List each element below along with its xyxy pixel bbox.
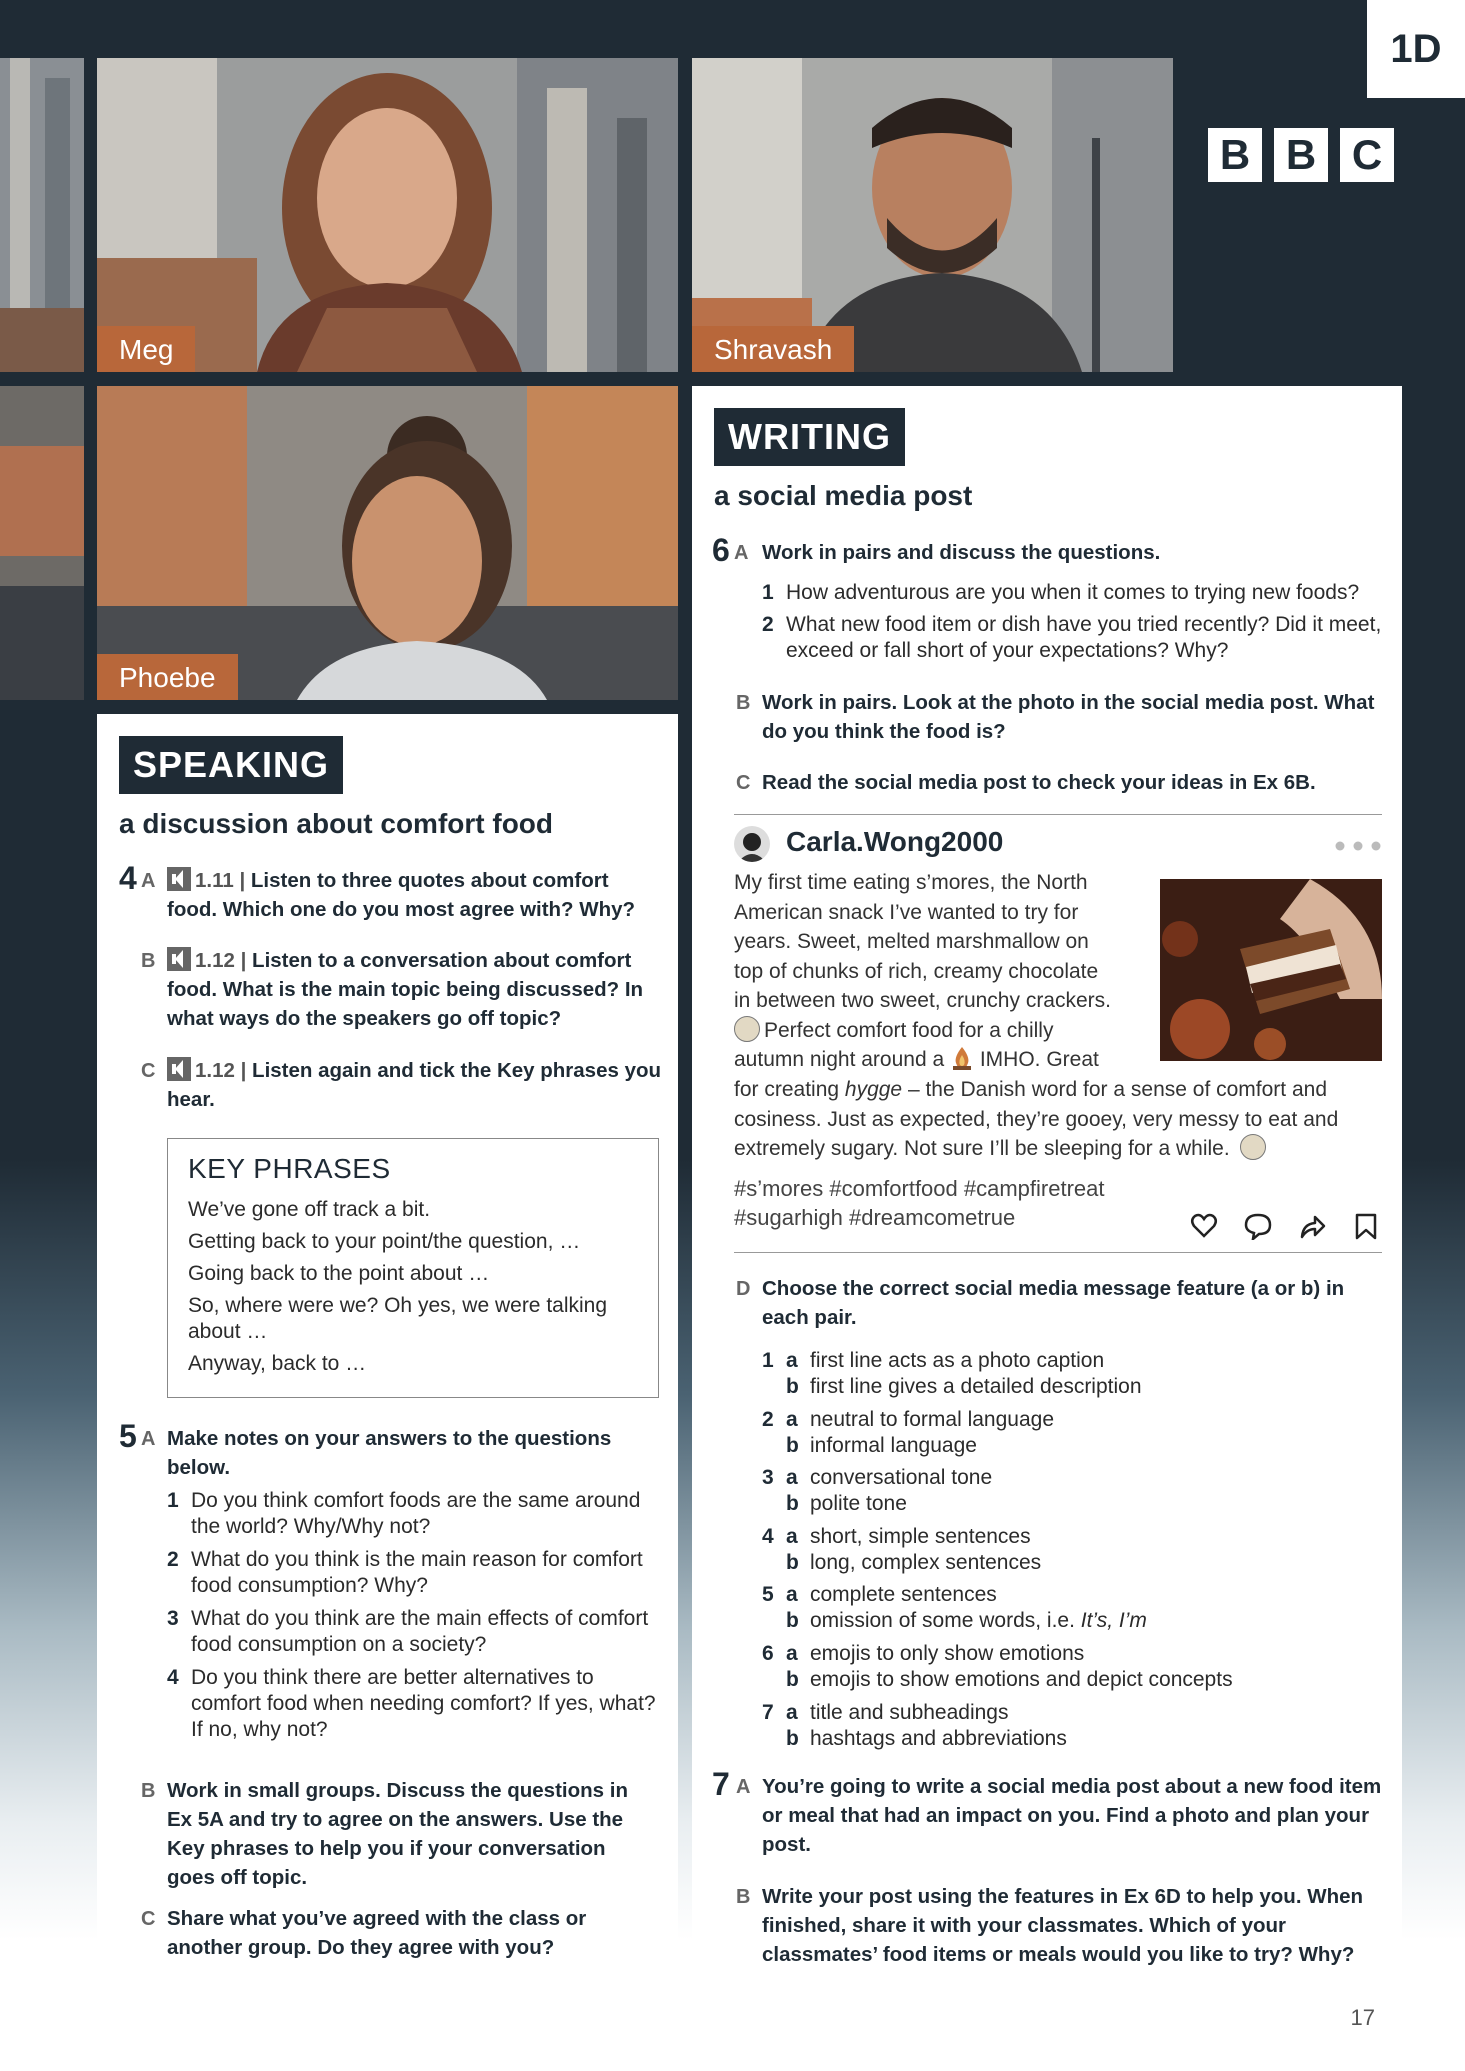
- question-item: [167, 1606, 661, 1658]
- heart-icon[interactable]: [1190, 1212, 1218, 1240]
- street-photo-strip: [0, 386, 84, 700]
- post-line-italic: hygge: [844, 1078, 903, 1101]
- hashtag-line[interactable]: #s’mores #comfortfood #campfiretreat: [734, 1176, 1105, 1201]
- key-phrases-title: KEY PHRASES: [188, 1153, 391, 1184]
- writing-panel: [692, 386, 1402, 1984]
- option-letter: a: [786, 1642, 798, 1665]
- question-text: How adventurous are you when it comes to trying new foods?: [786, 581, 1360, 604]
- question-number: 2: [762, 613, 774, 636]
- post-line: [734, 1016, 1154, 1046]
- exercise-4c: [167, 1056, 667, 1114]
- question-item: [762, 612, 1386, 664]
- page-number: 17: [1350, 2005, 1375, 2030]
- option-letter: b: [786, 1550, 799, 1574]
- post-line-text: IMHO. Great: [979, 1048, 1099, 1071]
- feature-pair-b[interactable]: [762, 1491, 1382, 1517]
- option-letter: a: [786, 1583, 798, 1607]
- key-phrase: So, where were we? Oh yes, we were talking about …: [188, 1294, 608, 1343]
- post-line: My first time eating s’mores, the North: [734, 871, 1088, 894]
- track-number: 1.11 |: [195, 869, 246, 892]
- post-actions: [1190, 1212, 1380, 1240]
- exercise-text: Listen to three quotes about comfort food. Which one do you most agree with? Why?: [167, 869, 636, 921]
- exercise-5a: Make notes on your answers to the questions below.: [167, 1427, 612, 1479]
- question-item: [167, 1488, 661, 1540]
- feature-pair-a[interactable]: [762, 1524, 1382, 1550]
- more-options-icon[interactable]: [1334, 839, 1382, 857]
- feature-pair-b[interactable]: [762, 1608, 1382, 1634]
- exercise-text: Listen again and tick the Key phrases you hear.: [167, 1059, 662, 1111]
- post-body: [734, 868, 1154, 1075]
- pair-number: 2: [762, 1407, 774, 1431]
- post-line-text: Perfect comfort food for a chilly: [764, 1018, 1054, 1042]
- feature-pair-a[interactable]: [762, 1700, 1382, 1726]
- option-letter: a: [786, 1466, 798, 1490]
- option-letter: a: [786, 1349, 798, 1372]
- exercise-letter: C: [141, 1060, 156, 1082]
- question-item: [167, 1547, 661, 1599]
- audio-icon[interactable]: [167, 1057, 191, 1081]
- post-line-text: autumn night around a: [734, 1048, 945, 1071]
- question-number: 3: [167, 1607, 179, 1630]
- pair-number: 3: [762, 1466, 774, 1490]
- share-icon[interactable]: [1298, 1212, 1326, 1240]
- option-text: title and subheadings: [810, 1700, 1009, 1724]
- option-text: neutral to formal language: [810, 1407, 1054, 1431]
- photo-caption: Shravash: [692, 326, 854, 372]
- exercise-text: Listen to a conversation about comfort food. What is the main topic being discussed? In what ways do the speakers go off topic?: [167, 949, 644, 1030]
- exercise-6d: Choose the correct social media message feature (a or b) in each pair.: [762, 1277, 1345, 1329]
- post-line: top of chunks of rich, creamy chocolate: [734, 959, 1099, 983]
- post-line-text: for creating: [734, 1078, 845, 1101]
- exercise-4b: [167, 946, 667, 1033]
- exercise-letter: A: [141, 1428, 156, 1450]
- feature-pair-b[interactable]: [762, 1667, 1382, 1693]
- pair-number: 6: [762, 1642, 774, 1665]
- option-letter: a: [786, 1524, 798, 1548]
- question-text: What do you think is the main reason for comfort food consumption? Why?: [191, 1548, 643, 1597]
- option-letter: b: [786, 1492, 799, 1516]
- exercise-7b: Write your post using the features in Ex 6D to help you. When finished, share it with your classmates. Which of your classmates’ food items or meals would you like to try? Why?: [762, 1885, 1364, 1966]
- street-photo-strip: [0, 58, 84, 372]
- post-line: cosiness. Just as expected, they’re gooey, very messy to eat and: [734, 1107, 1339, 1131]
- option-text: long, complex sentences: [810, 1550, 1042, 1574]
- feature-pair-b[interactable]: [762, 1726, 1382, 1752]
- feature-pair-b[interactable]: [762, 1374, 1382, 1400]
- question-item: [167, 1665, 661, 1743]
- photo-caption: Meg: [97, 326, 195, 372]
- option-letter: b: [786, 1726, 799, 1750]
- exercise-letter: C: [141, 1908, 156, 1930]
- feature-pair-a[interactable]: [762, 1407, 1382, 1433]
- post-line: [734, 1075, 1384, 1105]
- exercise-5b: Work in small groups. Discuss the questions in Ex 5A and try to agree on the answers. Use the Key phrases to help you if your conversation goes off topic.: [167, 1779, 628, 1889]
- option-text: omission of some words, i.e. It’s, I’m: [810, 1609, 1147, 1633]
- speaking-subheading: a discussion about comfort food: [119, 808, 554, 839]
- exercise-letter: B: [141, 1780, 156, 1802]
- post-line: [734, 1134, 1384, 1164]
- question-number: 2: [167, 1548, 179, 1571]
- exercise-letter: B: [736, 692, 751, 714]
- option-text: hashtags and abbreviations: [810, 1726, 1067, 1750]
- option-letter: b: [786, 1375, 799, 1398]
- option-text: short, simple sentences: [810, 1524, 1031, 1548]
- key-phrase: We’ve gone off track a bit.: [188, 1198, 431, 1221]
- post-username[interactable]: Carla.Wong2000: [786, 826, 1004, 857]
- post-line: [734, 1045, 1154, 1075]
- comment-icon[interactable]: [1244, 1212, 1272, 1240]
- question-text: Do you think there are better alternatives to comfort food when needing comfort? If yes, what? If no, why not?: [191, 1666, 656, 1741]
- option-letter: b: [786, 1668, 799, 1691]
- option-letter: b: [786, 1609, 799, 1633]
- exercise-letter: A: [736, 1776, 751, 1798]
- audio-icon[interactable]: [167, 947, 191, 971]
- writing-subheading: a social media post: [714, 480, 973, 511]
- exercise-6a: Work in pairs and discuss the questions.: [762, 541, 1161, 564]
- question-number: 4: [167, 1666, 179, 1689]
- exercise-number: 5: [119, 1418, 137, 1454]
- campfire-icon: [950, 1045, 974, 1071]
- post-hashtags: [734, 1174, 1234, 1232]
- exercise-letter: C: [736, 772, 751, 794]
- exercise-5c: Share what you’ve agreed with the class or another group. Do they agree with you?: [167, 1907, 587, 1959]
- pair-number: 7: [762, 1700, 774, 1724]
- option-text: conversational tone: [810, 1466, 993, 1490]
- option-letter: b: [786, 1433, 799, 1457]
- post-line: American snack I’ve wanted to try for: [734, 900, 1079, 924]
- bookmark-icon[interactable]: [1352, 1212, 1380, 1240]
- meg-photo: [97, 58, 678, 372]
- smiling-face-icon: [734, 1016, 760, 1042]
- post-line-text: extremely sugary. Not sure I’ll be sleeping for a while.: [734, 1137, 1230, 1160]
- bbc-letter: B: [1274, 128, 1328, 182]
- exercise-letter: B: [141, 950, 156, 972]
- post-bottom-divider: [734, 1252, 1382, 1253]
- question-text: What do you think are the main effects of comfort food consumption on a society?: [191, 1607, 649, 1656]
- bbc-letter: C: [1340, 128, 1394, 182]
- question-text: What new food item or dish have you tried recently? Did it meet, exceed or fall short of your expectations? Why?: [786, 613, 1382, 662]
- exercise-6c: Read the social media post to check your ideas in Ex 6B.: [762, 771, 1316, 794]
- audio-icon[interactable]: [167, 867, 191, 891]
- option-text: first line gives a detailed description: [810, 1375, 1142, 1398]
- speaking-panel: [97, 714, 678, 1984]
- feature-pair-b[interactable]: [762, 1550, 1382, 1576]
- option-letter: a: [786, 1700, 798, 1724]
- exercise-letter: A: [141, 870, 156, 892]
- exercise-letter: B: [736, 1886, 751, 1908]
- shravash-photo: [692, 58, 1173, 372]
- unit-tag: 1D: [1367, 0, 1465, 98]
- option-letter: a: [786, 1407, 798, 1431]
- feature-pair-b[interactable]: [762, 1433, 1382, 1459]
- track-number: 1.12 |: [195, 949, 247, 972]
- feature-pair-a[interactable]: [762, 1465, 1382, 1491]
- pair-number: 1: [762, 1349, 774, 1372]
- post-line-text: – the Danish word for a sense of comfort and: [902, 1078, 1328, 1101]
- exercise-number: 6: [712, 532, 730, 568]
- exercise-letter: A: [734, 542, 749, 564]
- avatar[interactable]: [734, 826, 770, 862]
- bbc-logo: [1208, 128, 1394, 182]
- question-text: Do you think comfort foods are the same around the world? Why/Why not?: [191, 1489, 641, 1538]
- exercise-7a: You’re going to write a social media post about a new food item or meal that had an impact on you. Find a photo and plan your post.: [762, 1775, 1382, 1856]
- photo-caption: Phoebe: [97, 654, 238, 700]
- pair-number: 4: [762, 1524, 774, 1548]
- question-number: 1: [762, 581, 774, 604]
- writing-heading: WRITING: [714, 408, 905, 466]
- exercise-4a: [167, 866, 657, 924]
- feature-pair-a[interactable]: [762, 1348, 1382, 1374]
- hashtag-line[interactable]: #sugarhigh #dreamcometrue: [734, 1205, 1016, 1230]
- exercise-number: 4: [119, 860, 137, 896]
- option-text: first line acts as a photo caption: [810, 1349, 1105, 1372]
- post-line: years. Sweet, melted marshmallow on: [734, 930, 1089, 953]
- key-phrase: Getting back to your point/the question, …: [188, 1230, 581, 1253]
- exercise-number: 7: [712, 1766, 730, 1802]
- post-line: in between two sweet, crunchy crackers.: [734, 989, 1111, 1012]
- feature-pair-a[interactable]: [762, 1582, 1382, 1608]
- question-number: 1: [167, 1489, 179, 1512]
- key-phrase: Anyway, back to …: [188, 1352, 367, 1375]
- option-text: emojis to show emotions and depict concepts: [810, 1668, 1233, 1691]
- post-top-divider: [734, 814, 1382, 815]
- question-item: [762, 580, 1386, 606]
- option-text: emojis to only show emotions: [810, 1642, 1085, 1665]
- post-body-wide: [734, 1075, 1384, 1164]
- option-text: informal language: [810, 1433, 977, 1457]
- feature-pair-a[interactable]: [762, 1641, 1382, 1667]
- key-phrase: Going back to the point about …: [188, 1262, 490, 1285]
- bbc-letter: B: [1208, 128, 1262, 182]
- exercise-6b: Work in pairs. Look at the photo in the social media post. What do you think the food is?: [762, 691, 1375, 743]
- key-phrases-box: [167, 1138, 659, 1398]
- exercise-letter: D: [736, 1278, 751, 1300]
- speaking-heading: SPEAKING: [119, 736, 343, 794]
- track-number: 1.12 |: [195, 1059, 247, 1082]
- phoebe-photo: [97, 386, 678, 700]
- pair-number: 5: [762, 1583, 774, 1607]
- dizzy-face-icon: [1240, 1134, 1266, 1160]
- option-text: polite tone: [810, 1492, 907, 1516]
- post-photo-smores[interactable]: [1160, 879, 1382, 1061]
- option-text: complete sentences: [810, 1583, 997, 1607]
